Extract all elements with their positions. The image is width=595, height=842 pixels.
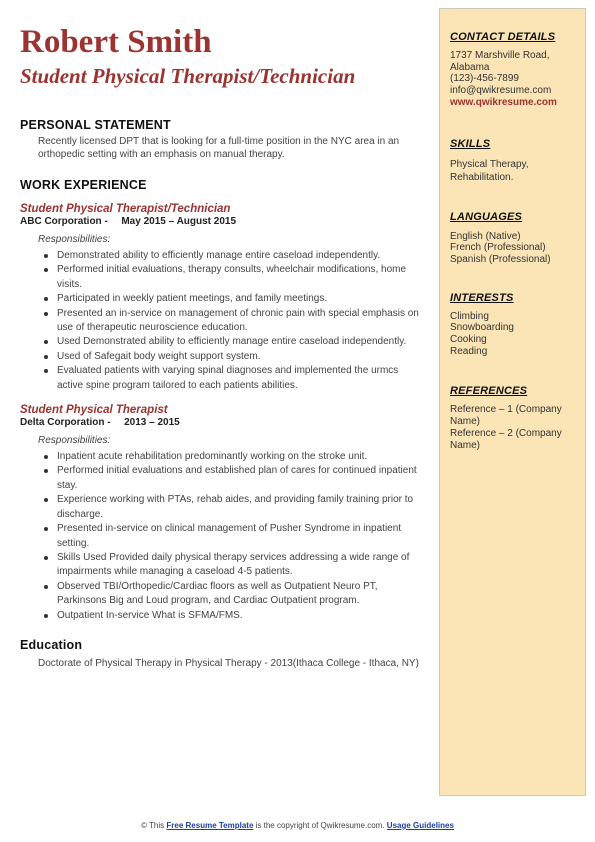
interests-heading: INTERESTS	[450, 291, 514, 304]
sidebar	[439, 8, 586, 796]
website-link[interactable]: www.qwikresume.com	[450, 96, 557, 108]
references-heading: REFERENCES	[450, 385, 528, 398]
list-item: Outpatient In-service What is SFMA/FMS.	[57, 609, 425, 623]
education-text: Doctorate of Physical Therapy in Physical Therapy - 2013(Ithaca College - Ithaca, NY)	[38, 657, 419, 669]
language-item: French (Professional)	[450, 242, 546, 254]
language-item: Spanish (Professional)	[450, 253, 551, 265]
contact-heading: CONTACT DETAILS	[450, 31, 556, 43]
responsibilities-label: Responsibilities:	[38, 435, 111, 447]
list-item: Used Demonstrated ability to efficiently manage entire caseload independently.	[57, 335, 425, 349]
list-item: Participated in weekly patient meetings, and family meetings.	[57, 292, 425, 306]
list-item: Presented in-service on clinical management of Pusher Syndrome in inpatient setting.	[57, 522, 425, 551]
free-resume-template-link[interactable]: Free Resume Template	[166, 821, 254, 830]
address-line: Alabama	[450, 61, 490, 73]
main-column	[20, 22, 425, 670]
language-item: English (Native)	[450, 230, 521, 242]
reference-item: Reference – 1 (Company Name)	[450, 404, 562, 428]
job-entry	[20, 202, 425, 393]
candidate-name: Robert Smith	[20, 24, 212, 60]
footer-middle: is the copyright of Qwikresume.com.	[255, 821, 385, 830]
interest-item: Snowboarding	[450, 322, 514, 334]
job-title: Student Physical Therapist/Technician	[20, 203, 231, 215]
list-item: Demonstrated ability to efficiently manage entire caseload independently.	[57, 249, 425, 263]
responsibilities-label: Responsibilities:	[38, 234, 111, 245]
phone-number: (123)-456-7899	[450, 73, 519, 85]
job-title: Student Physical Therapist	[20, 404, 168, 417]
list-item: Presented an in-service on management of chronic pain with special emphasis on use of therapeutic neuroscience education.	[57, 307, 425, 336]
address-line: 1737 Marshville Road,	[450, 50, 550, 61]
list-item: Used of Safegait body weight support system.	[57, 350, 425, 364]
skills-text: Physical Therapy, Rehabilitation.	[450, 158, 529, 183]
email-address[interactable]: info@qwikresume.com	[450, 85, 552, 97]
responsibilities-list	[20, 249, 425, 393]
list-item: Evaluated patients with varying spinal diagnoses and implemented the urmcs active spine program tailored to each patients abilities.	[57, 364, 425, 393]
job-dates: May 2015 – August 2015	[121, 216, 237, 227]
usage-guidelines-link[interactable]: Usage Guidelines	[386, 821, 454, 830]
footer	[0, 821, 595, 830]
list-item: Performed initial evaluations and established plan of cares for continued inpatient stay.	[57, 464, 425, 493]
footer-prefix: © This	[141, 821, 165, 830]
interest-item: Cooking	[450, 334, 487, 346]
list-item: Experience working with PTAs, rehab aides, and providing family training prior to discharge.	[57, 493, 425, 522]
work-experience-heading: WORK EXPERIENCE	[20, 178, 147, 192]
job-meta	[20, 417, 425, 429]
list-item: Skills Used Provided daily physical therapy services addressing a wide range of impairments while managing a caseload 4-5 patients.	[57, 551, 425, 580]
languages-heading: LANGUAGES	[450, 210, 523, 223]
personal-statement-text: Recently licensed DPT that is looking for a full-time position in the NYC area in an orthopedic setting with an emphasis on manual therapy.	[38, 136, 400, 160]
interest-item: Climbing	[450, 310, 489, 322]
list-item: Inpatient acute rehabilitation predominantly working on the stroke unit.	[57, 450, 425, 464]
job-company: Delta Corporation -	[20, 417, 111, 429]
job-entry	[20, 403, 425, 623]
interest-item: Reading	[450, 345, 488, 357]
responsibilities-list	[20, 450, 425, 623]
personal-statement-heading: PERSONAL STATEMENT	[20, 118, 171, 132]
job-company: ABC Corporation -	[20, 216, 108, 227]
candidate-title: Student Physical Therapist/Technician	[20, 64, 356, 88]
education-heading: Education	[20, 637, 83, 652]
list-item: Observed TBI/Orthopedic/Cardiac floors as well as Outpatient Neuro PT, Parkinsons Big and Loud program, and Cardiac Outpatient program.	[57, 580, 425, 609]
list-item: Performed initial evaluations, therapy consults, wheelchair modifications, home visits.	[57, 263, 425, 292]
job-meta	[20, 216, 425, 228]
reference-item: Reference – 2 (Company Name)	[450, 427, 562, 451]
skills-heading: SKILLS	[450, 137, 491, 150]
job-dates: 2013 – 2015	[124, 417, 180, 429]
